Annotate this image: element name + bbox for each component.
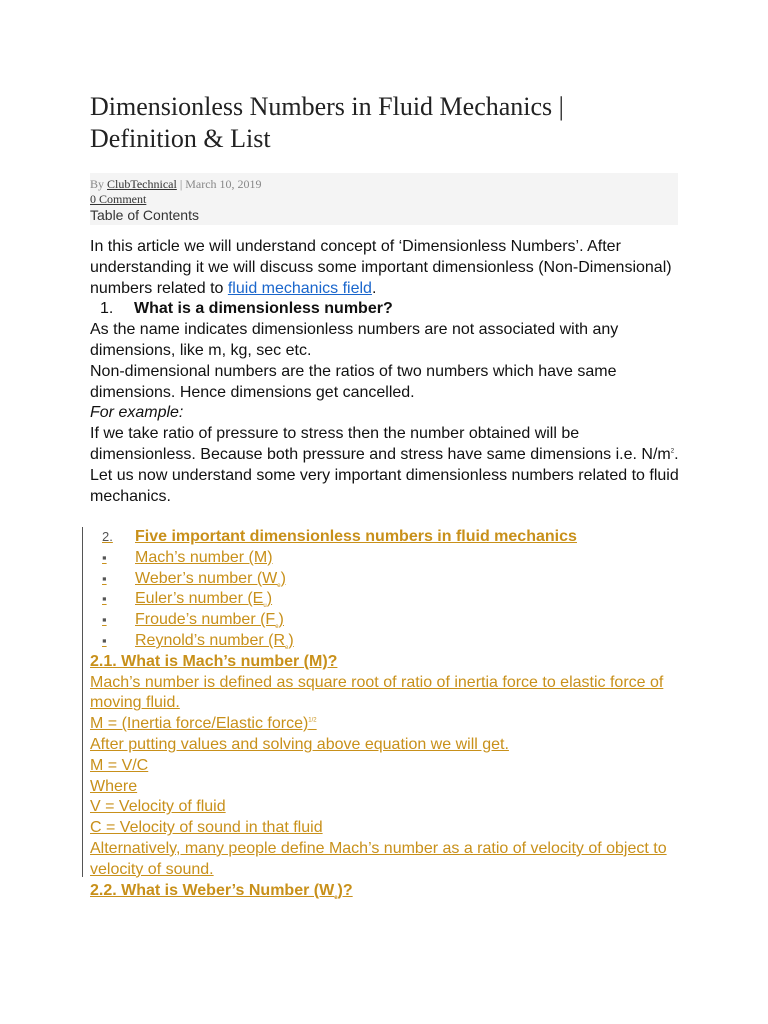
paragraph: Non-dimensional numbers are the ratios of two numbers which have same dimensions. Hence dimensions get cancelled.	[90, 362, 617, 401]
paragraph[interactable]: After putting values and solving above equation we will get.	[90, 735, 509, 753]
paragraph[interactable]: Where	[90, 777, 138, 795]
fluid-mechanics-link[interactable]: fluid mechanics field	[227, 279, 372, 297]
toc-item[interactable]: ▪ Mach’s number (M)	[102, 548, 273, 566]
paragraph[interactable]: Mach’s number is defined as square root of ratio of inertia force to elastic force of moving fluid.	[90, 673, 664, 712]
quote-bar	[82, 527, 83, 877]
toc-item[interactable]: ▪ Weber’s number $(W_e)$	[102, 569, 286, 589]
paragraph: Let us now understand some very important dimensionless numbers related to fluid mechanics.	[90, 466, 679, 505]
article-meta	[90, 173, 678, 225]
paragraph: For example:	[90, 404, 184, 422]
paragraph[interactable]: Alternatively, many people define Mach’s number as a ratio of velocity of object to velocity of sound.	[90, 839, 667, 878]
post-date: March 10, 2019	[185, 177, 262, 191]
toc-item[interactable]: ▪ Froude’s number $(F_e)$	[102, 611, 284, 631]
mach-heading[interactable]: 2.1. What is Mach’s number (M)?	[90, 652, 338, 670]
author-link[interactable]: ClubTechnical	[107, 177, 177, 191]
toc-item[interactable]: ▪ Reynold’s number $(R_e)$	[102, 631, 294, 652]
article-body	[90, 237, 680, 507]
intro-paragraph: In this article we will understand concept of ‘Dimensionless Numbers’. After understanding it we will discuss some important dimensionless (Non-Dimensional) numbers related to fluid mechanics field.	[90, 238, 672, 297]
toc-item[interactable]: ▪ Euler’s number $(E_u)$	[102, 590, 273, 610]
equation[interactable]: M = V/C	[90, 756, 149, 774]
formula[interactable]: M = (Inertia force/Elastic force)$^{1/2}$	[90, 715, 317, 733]
comments-link[interactable]: 0 Comment	[90, 192, 147, 206]
toc-item[interactable]: 2. Five important dimensionless numbers in fluid mechanics	[102, 528, 577, 545]
linked-section	[90, 527, 680, 901]
table-of-contents-toggle[interactable]: Table of Contents	[90, 207, 199, 223]
paragraph[interactable]: C = Velocity of sound in that fluid	[90, 819, 323, 837]
weber-heading[interactable]: 2.2. What is Weber’s Number $(W_e)$?	[90, 881, 353, 901]
section-heading-1: 1. What is a dimensionless number?	[100, 300, 393, 318]
page-title: Dimensionless Numbers in Fluid Mechanics | Definition & List	[90, 92, 564, 153]
byline: By ClubTechnical | March 10, 2019	[90, 177, 262, 191]
paragraph[interactable]: V = Velocity of fluid	[90, 798, 226, 816]
paragraph: If we take ratio of pressure to stress then the number obtained will be dimensionless. Because both pressure and stress have same dimensions i.e. $N/m^2$.	[90, 425, 679, 463]
paragraph: As the name indicates dimensionless numbers are not associated with any dimensions, like m, kg, sec etc.	[90, 321, 619, 359]
